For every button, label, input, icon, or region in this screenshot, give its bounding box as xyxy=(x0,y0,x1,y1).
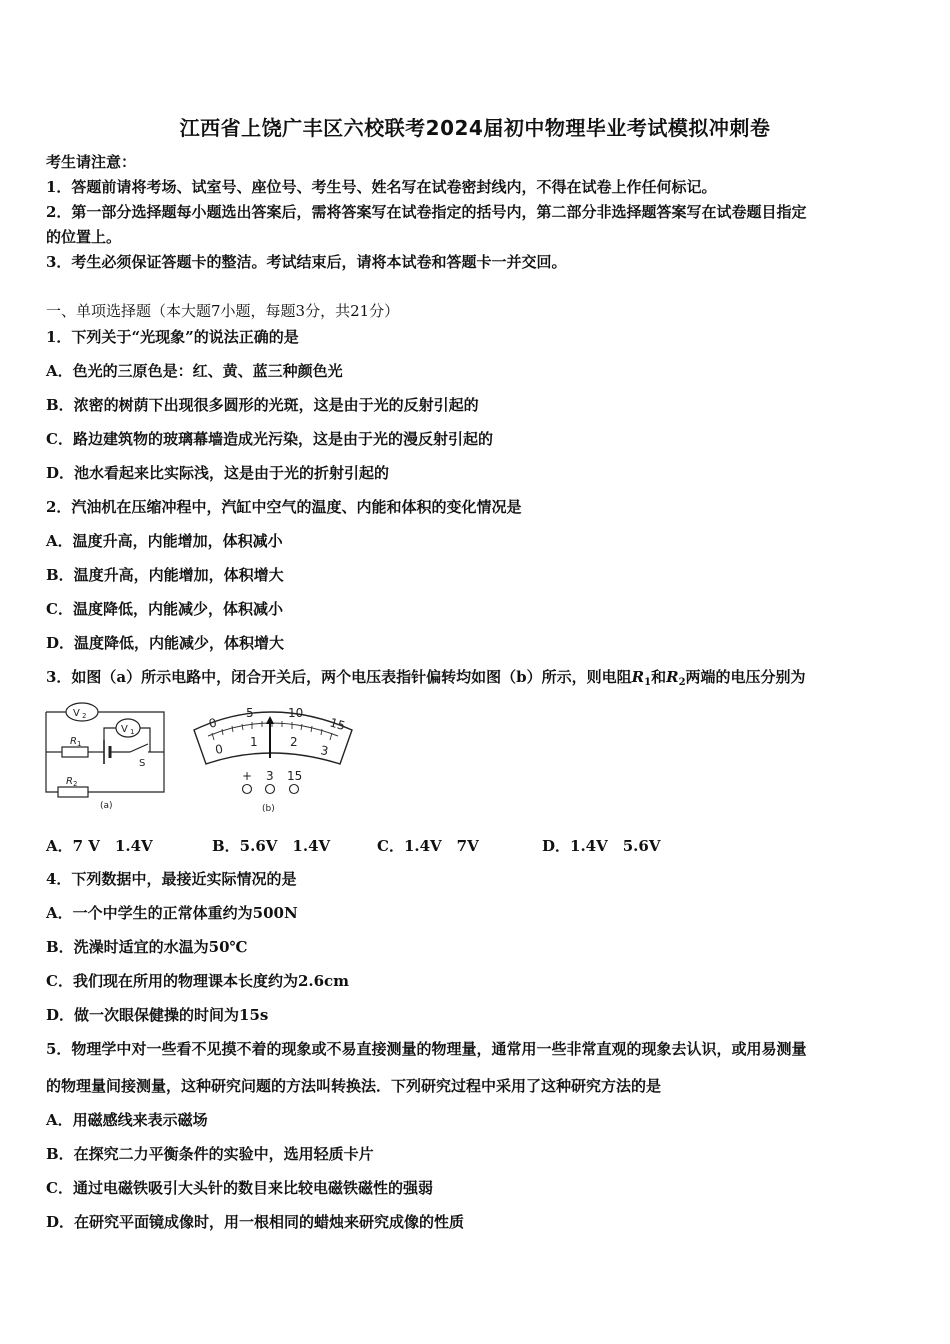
fig-b-caption: (b) xyxy=(262,804,275,814)
q1-option-d: D．池水看起来比实际浅，这是由于光的折射引起的 xyxy=(46,464,390,482)
r2-label: R xyxy=(66,776,73,787)
q5-stem-line2: 的物理量间接测量，这种研究问题的方法叫转换法．下列研究过程中采用了这种研究方法的是 xyxy=(46,1077,662,1095)
q4-option-a: A．一个中学生的正常体重约为500N xyxy=(46,904,298,922)
v2-sub: 2 xyxy=(82,712,87,720)
q1-stem: 1．下列关于“光现象”的说法正确的是 xyxy=(46,328,299,346)
r1-label: R xyxy=(70,736,77,747)
q4-option-b: B．洗澡时适宜的水温为50℃ xyxy=(46,938,248,956)
q1-option-a: A．色光的三原色是：红、黄、蓝三种颜色光 xyxy=(46,362,343,380)
outer-tick-0: 0 xyxy=(207,715,219,731)
q5-option-d: D．在研究平面镜成像时，用一根相同的蜡烛来研究成像的性质 xyxy=(46,1213,465,1231)
notice-item-2: 2．第一部分选择题每小题选出答案后，需将答案写在试卷指定的括号内，第二部分非选择题答案写在试卷题目指定 xyxy=(46,203,807,221)
q5-option-b: B．在探究二力平衡条件的实验中，选用轻质卡片 xyxy=(46,1145,374,1163)
q3-option-c: C．1.4V 7V xyxy=(377,837,479,855)
q3-stem-start: 3．如图（a）所示电路中，闭合开关后，两个电压表指针偏转均如图（b）所示，则电阻 xyxy=(46,668,632,686)
section-heading: 一、单项选择题（本大题7小题，每题3分，共21分） xyxy=(46,302,400,320)
terminal-plus-label: + xyxy=(242,769,253,783)
q3-option-d: D．1.4V 5.6V xyxy=(542,837,661,855)
exam-title: 江西省上饶广丰区六校联考2024届初中物理毕业考试模拟冲刺卷 xyxy=(179,116,771,140)
r1-label-sub: 1 xyxy=(77,740,82,748)
v2-label: V xyxy=(73,708,80,719)
q3-and: 和 xyxy=(651,668,667,686)
terminal-3 xyxy=(266,785,275,794)
q2-option-b: B．温度升高，内能增加，体积增大 xyxy=(46,566,284,584)
notice-item-3: 3．考生必须保证答题卡的整洁。考试结束后，请将本试卷和答题卡一并交回。 xyxy=(46,253,567,271)
q1-option-c: C．路边建筑物的玻璃幕墙造成光污染，这是由于光的漫反射引起的 xyxy=(46,430,493,448)
v1-label: V xyxy=(121,724,128,735)
q4-option-d: D．做一次眼保健操的时间为15s xyxy=(46,1006,269,1024)
r2-sub: 2 xyxy=(678,677,686,688)
notice-heading: 考生请注意： xyxy=(46,153,137,171)
voltmeter-dial xyxy=(186,700,362,816)
terminal-plus xyxy=(243,785,252,794)
q1-option-b: B．浓密的树荫下出现很多圆形的光斑，这是由于光的反射引起的 xyxy=(46,396,479,414)
q2-option-a: A．温度升高，内能增加，体积减小 xyxy=(46,532,283,550)
q4-stem: 4．下列数据中，最接近实际情况的是 xyxy=(46,870,297,888)
inner-tick-1: 1 xyxy=(250,735,258,749)
q2-stem: 2．汽油机在压缩冲程中，汽缸中空气的温度、内能和体积的变化情况是 xyxy=(46,498,522,516)
q3-option-b: B．5.6V 1.4V xyxy=(212,837,331,855)
r1-sub: 1 xyxy=(644,677,652,688)
q3-stem xyxy=(46,667,806,693)
q2-option-d: D．温度降低，内能减少，体积增大 xyxy=(46,634,285,652)
inner-tick-2: 2 xyxy=(290,735,298,749)
terminal-15-label: 15 xyxy=(287,769,303,783)
r2-letter: R xyxy=(666,668,679,686)
outer-tick-10: 10 xyxy=(288,706,304,720)
q5-option-a: A．用磁感线来表示磁场 xyxy=(46,1111,208,1129)
inner-tick-0: 0 xyxy=(214,741,225,757)
fig-a-caption: (a) xyxy=(100,801,113,811)
notice-item-2-cont: 的位置上。 xyxy=(46,228,122,246)
terminal-3-label: 3 xyxy=(266,769,274,783)
notice-item-1: 1．答题前请将考场、试室号、座位号、考生号、姓名写在试卷密封线内，不得在试卷上作任何标记。 xyxy=(46,178,717,196)
circuit-diagram xyxy=(40,700,172,812)
outer-tick-5: 5 xyxy=(246,706,254,720)
v1-sub: 1 xyxy=(130,728,135,736)
outer-tick-15: 15 xyxy=(328,715,347,734)
q4-option-c: C．我们现在所用的物理课本长度约为2.6cm xyxy=(46,972,350,990)
q2-option-c: C．温度降低，内能减少，体积减小 xyxy=(46,600,283,618)
q5-option-c: C．通过电磁铁吸引大头针的数目来比较电磁铁磁性的强弱 xyxy=(46,1179,433,1197)
switch-label: S xyxy=(139,758,146,769)
r1-letter: R xyxy=(631,668,645,686)
terminal-15 xyxy=(290,785,299,794)
q3-stem-end: 两端的电压分别为 xyxy=(685,668,806,686)
inner-tick-3: 3 xyxy=(319,743,330,759)
r2-label-sub: 2 xyxy=(73,780,78,788)
q5-stem-line1: 5．物理学中对一些看不见摸不着的现象或不易直接测量的物理量，通常用一些非常直观的现象去认识，或用易测量 xyxy=(46,1040,807,1058)
q3-option-a: A．7 V 1.4V xyxy=(46,837,153,855)
